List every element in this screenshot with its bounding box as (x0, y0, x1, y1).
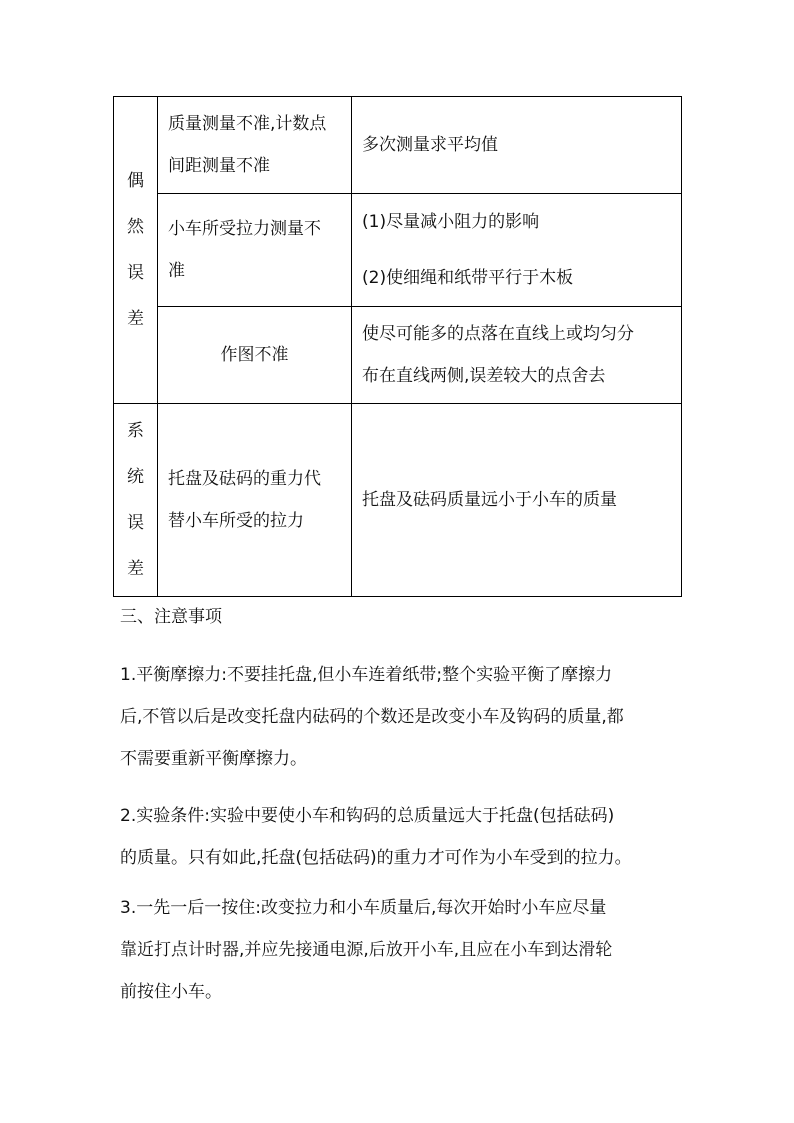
cause-cell: 托盘及砝码的重力代 替小车所受的拉力 (158, 404, 352, 597)
cause-cell: 质量测量不准,计数点 间距测量不准 (158, 97, 352, 194)
cause-cell: 作图不准 (158, 307, 352, 404)
table-row (114, 404, 682, 597)
category-random-error: 偶 然 误 差 (114, 97, 158, 404)
remedy-cell: 托盘及砝码质量远小于小车的质量 (352, 404, 682, 597)
note-paragraph: 2.实验条件:实验中要使小车和钩码的总质量远大于托盘(包括砝码) 的质量。只有如此,托盘(包括砝码)的重力才可作为小车受到的拉力。 (120, 806, 632, 868)
table-row (114, 307, 682, 404)
section-heading: 三、注意事项 (120, 607, 222, 627)
remedy-cell: (1)尽量减小阻力的影响 (2)使细绳和纸带平行于木板 (352, 194, 682, 307)
remedy-cell: 使尽可能多的点落在直线上或均匀分 布在直线两侧,误差较大的点舍去 (352, 307, 682, 404)
note-paragraph: 1.平衡摩擦力:不要挂托盘,但小车连着纸带;整个实验平衡了摩擦力 后,不管以后是改变托盘内砝码的个数还是改变小车及钩码的质量,都 不需要重新平衡摩擦力。 (120, 665, 624, 769)
table-row (114, 97, 682, 194)
remedy-cell: 多次测量求平均值 (352, 97, 682, 194)
error-analysis-table (113, 96, 682, 597)
category-system-error: 系 统 误 差 (114, 404, 158, 597)
table-row (114, 194, 682, 307)
note-paragraph: 3.一先一后一按住:改变拉力和小车质量后,每次开始时小车应尽量 靠近打点计时器,并应先接通电源,后放开小车,且应在小车到达滑轮 前按住小车。 (120, 898, 613, 1002)
cause-cell: 小车所受拉力测量不 准 (158, 194, 352, 307)
